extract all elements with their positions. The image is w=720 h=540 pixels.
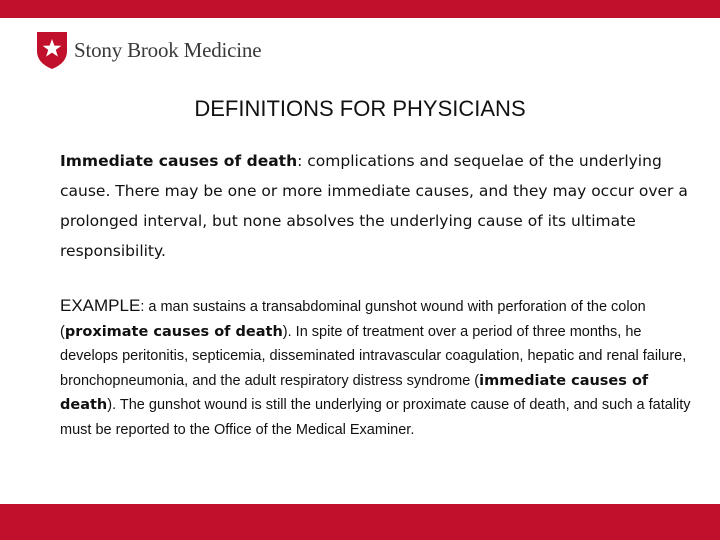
definition-text: complications and sequelae of the underlying cause. There may be one or more immediate causes, and they may occur over a prolonged interval, but none absolves the underlying cause of its ultimate responsibility. [60,152,688,260]
example-text-1: : a man sustains a transabdominal gunshot wound with perforation of the colon ( [60,299,646,340]
example-term-immediate: immediate causes of death [60,372,649,413]
star-shield-icon [34,30,70,70]
example-term-proximate: proximate causes of death [64,323,283,340]
definition-paragraph [60,146,700,266]
logo-wordmark: Stony Brook Medicine [74,37,262,62]
page-title: DEFINITIONS FOR PHYSICIANS [194,96,526,121]
bottom-brand-bar [0,504,720,540]
stony-brook-logo [34,30,261,70]
example-label: EXAMPLE [60,296,141,315]
example-text-3: ). The gunshot wound is still the underlying or proximate cause of death, and such a fatality must be reported to the Office of the Medical Examiner. [60,397,691,438]
definition-colon: : [297,152,303,170]
example-text-2: ). In spite of treatment over a period of three months, he develops peritonitis, septicemia, disseminated intravascular coagulation, hepatic and renal failure, bronchopneumonia, and the adult respiratory distress syndrome ( [60,323,687,389]
top-brand-bar [0,0,720,18]
definition-term: Immediate causes of death [60,152,298,170]
example-paragraph [60,294,700,442]
